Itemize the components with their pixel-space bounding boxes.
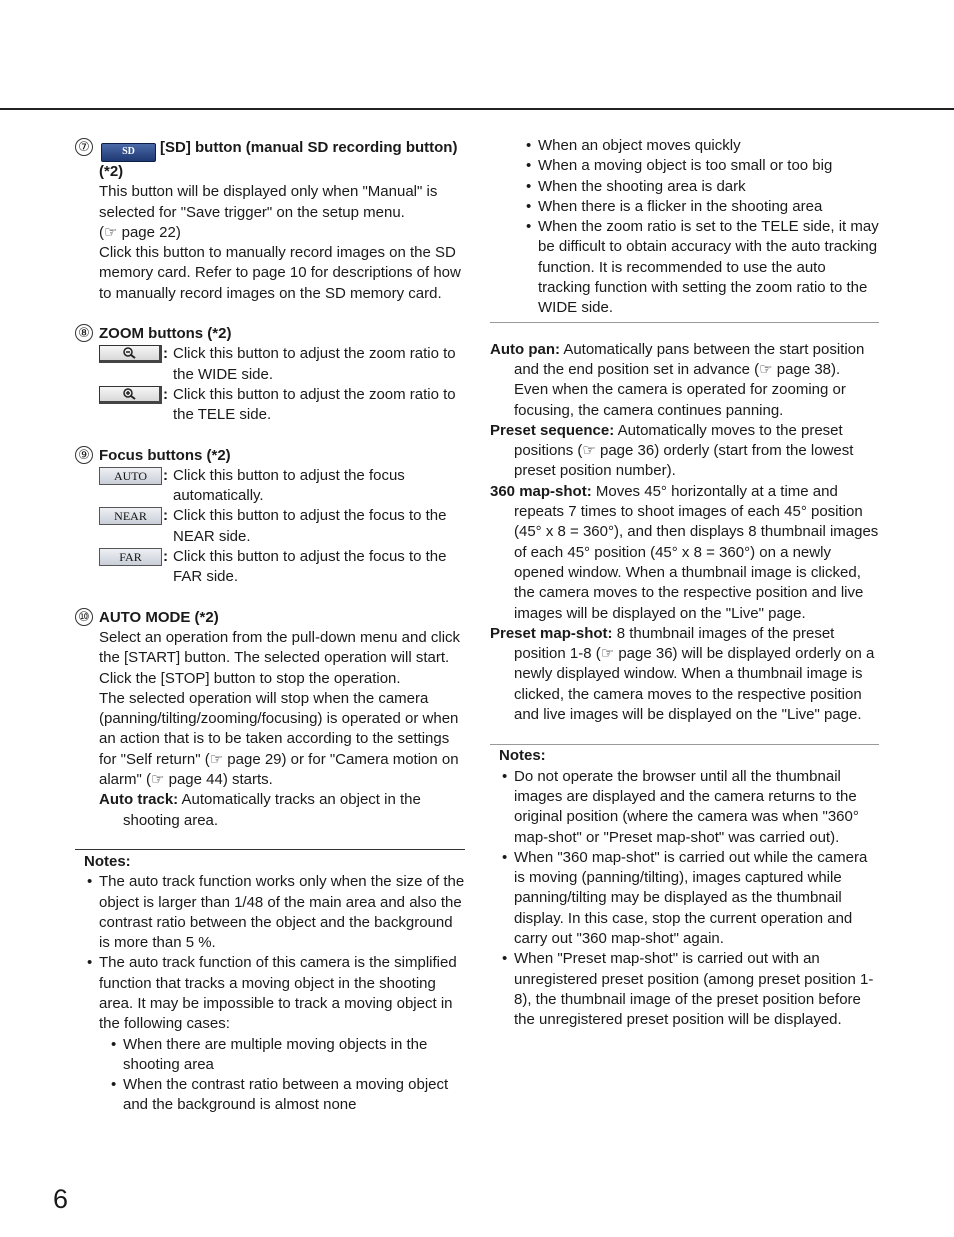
section-focus-buttons: ⑨ Focus buttons (*2) AUTO : Click this button to adjust the focus automatically. NEAR : Click this button to adjust the focus to the NEAR side. FAR : Click this button to adjust the focus to the FAR side. <box>75 446 465 588</box>
preset-map-shot-description: 8 thumbnail images of the preset position 1-8 (☞ page 36) will be displayed orderly on a newly displayed window. When a thumbnail image is clicked, the camera moves to the respective position and live images will be displayed on the "Live" page. <box>514 624 875 724</box>
sd-page-ref: (☞ page 22) <box>99 223 181 241</box>
sd-section-title: [SD] button (manual SD recording button) (*2) <box>99 139 458 180</box>
continued-bullet: • When the shooting area is dark <box>514 177 879 197</box>
focus-auto-description: Click this button to adjust the focus automatically. <box>173 466 405 505</box>
continued-bullet: • When the zoom ratio is set to the TELE side, it may be difficult to obtain accuracy with the auto tracking function. It is recommended to use the auto tracking function with setting the zoom ratio to the WIDE side. <box>514 217 879 318</box>
auto-mode-paragraph-3: The selected operation will stop when the camera (panning/tilting/zooming/focusing) is operated or when an action that is to be taken according to the settings for "Self return" (☞ page 29) or for "Camera motion on alarm" (☞ page 44) starts. <box>99 689 459 789</box>
continued-bullet: • When there is a flicker in the shooting area <box>514 197 879 217</box>
left-note-item: • The auto track function works only when the size of the object is larger than 1/48 of the main area and also the contrast ratio between the object and the background is more than 5 %. <box>75 872 465 953</box>
item-number-9: ⑨ <box>75 446 93 464</box>
auto-track-label: Auto track: <box>99 791 179 809</box>
header-rule <box>0 108 954 110</box>
section-sd-button <box>75 138 465 304</box>
continued-bullet: • When a moving object is too small or too big <box>514 156 879 176</box>
preset-sequence-description: Automatically moves to the preset positions (☞ page 36) orderly (start from the lowest preset position number). <box>514 421 854 480</box>
zoom-out-icon <box>122 347 138 359</box>
auto-mode-title: AUTO MODE (*2) <box>99 608 219 626</box>
right-note-item: • Do not operate the browser until all the thumbnail images are displayed and the camera returns to the original position (where the camera was when "360° map-shot" or "Preset map-shot" was carried out). <box>490 767 879 848</box>
continued-bullet: • When an object moves quickly <box>514 136 879 156</box>
left-note-subitem: • When there are multiple moving objects in the shooting area <box>99 1035 465 1076</box>
section-zoom-buttons: ⑧ ZOOM buttons (*2) : Click this button to adjust the zoom ratio to the WIDE side. : Click this button to adjust the zoom ratio to the TELE side. <box>75 324 465 425</box>
zoom-tele-description: Click this button to adjust the zoom ratio to the TELE side. <box>173 385 456 424</box>
zoom-in-icon <box>122 388 138 400</box>
auto-pan-label: Auto pan: <box>490 340 560 358</box>
section-auto-mode <box>75 608 465 831</box>
map-shot-360-label: 360 map-shot: <box>490 482 592 500</box>
left-column <box>75 138 465 1116</box>
zoom-tele-button[interactable] <box>99 386 162 404</box>
auto-track-description: Automatically tracks an object in the shooting area. <box>123 791 421 829</box>
left-note-item: • The auto track function of this camera is the simplified function that tracks a moving object in the shooting area. It may be impossible to track a moving object in the following cases: <box>75 953 465 1034</box>
preset-sequence-label: Preset sequence: <box>490 421 615 439</box>
left-notes <box>75 850 465 1116</box>
auto-mode-paragraph-2: Click the [STOP] button to stop the operation. <box>99 669 401 687</box>
zoom-section-title: ZOOM buttons (*2) <box>99 325 232 343</box>
map-shot-360-description: Moves 45° horizontally at a time and repeats 7 times to shoot images of each 45° position (45° x 8 = 360°), and then displays 8 thumbnail images of each 45° position (45° x 8 = 360°) on a newly opened window. When a thumbnail image is clicked, the camera moves to the respective position and live images will be displayed on the "Live" page. <box>514 482 879 622</box>
sd-paragraph-1: This button will be displayed only when "Manual" is selected for "Save trigger" on the setup menu. <box>99 183 438 221</box>
auto-pan-description: Automatically pans between the start position and the end position set in advance (☞ page 38). <box>514 340 865 378</box>
page-number: 6 <box>53 1184 69 1214</box>
focus-near-description: Click this button to adjust the focus to the NEAR side. <box>173 507 447 545</box>
left-note-subitem: • When the contrast ratio between a moving object and the background is almost none <box>99 1075 465 1116</box>
auto-mode-options <box>490 340 879 726</box>
focus-far-button[interactable]: FAR <box>99 548 162 566</box>
zoom-wide-description: Click this button to adjust the zoom ratio to the WIDE side. <box>173 345 456 383</box>
right-note-item: • When "360 map-shot" is carried out while the camera is moving (panning/tilting), images captured while panning/tilting may be displayed as the thumbnail display. In this case, stop the current operation and carry out "360 map-shot" again. <box>490 848 879 949</box>
right-notes-title: Notes: <box>499 747 546 765</box>
focus-section-title: Focus buttons (*2) <box>99 446 231 464</box>
right-column <box>490 136 879 1030</box>
auto-pan-description-2: Even when the camera is operated for zooming or focusing, the camera continues panning. <box>514 381 846 419</box>
right-note-item: • When "Preset map-shot" is carried out with an unregistered preset position (among preset position 1-8), the thumbnail image of the preset position before the unregistered preset position will be displayed. <box>490 949 879 1030</box>
sd-paragraph-2: Click this button to manually record images on the SD memory card. Refer to page 10 for descriptions of how to manually record images on the SD memory card. <box>99 244 461 302</box>
focus-near-button[interactable]: NEAR <box>99 507 162 525</box>
auto-mode-paragraph-1: Select an operation from the pull-down menu and click the [START] button. The selected operation will start. <box>99 628 461 667</box>
sd-button-icon: SD <box>101 143 156 162</box>
item-number-7: ⑦ <box>75 138 93 156</box>
zoom-wide-button[interactable] <box>99 345 162 363</box>
item-number-10: ⑩ <box>75 608 93 626</box>
item-number-8: ⑧ <box>75 324 93 342</box>
focus-auto-button[interactable]: AUTO <box>99 467 162 485</box>
left-notes-title: Notes: <box>84 852 131 870</box>
right-notes <box>490 745 879 1030</box>
preset-map-shot-label: Preset map-shot: <box>490 624 613 642</box>
focus-far-description: Click this button to adjust the focus to the FAR side. <box>173 548 447 586</box>
continued-bullet-list <box>490 136 879 319</box>
